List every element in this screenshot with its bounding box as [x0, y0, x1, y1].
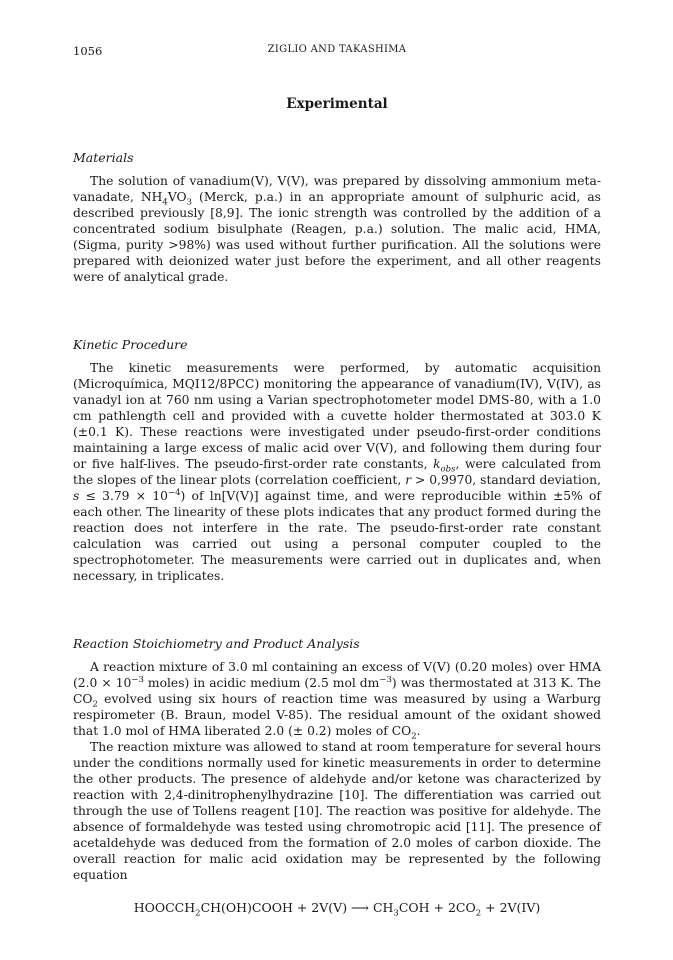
paragraph-materials: The solution of vanadium(V), V(V), was prepared by dissolving ammonium meta-vanadate, $NH_4VO_3$ (Merck, p.a.) in an appropriate amount of sulphuric acid, as described previously [8,9]. The ionic strength was controlled by the addition of a concentrated sodium bisulphate (Reagen, p.a.) solution. The malic acid, HMA, (Sigma, purity >98%) was used without further purification. All the solutions were prepared with deionized water just before the experiment, and all other reagents were of analytical grade. — [73, 174, 601, 284]
running-head-authors: ZIGLIO AND TAKASHIMA — [267, 44, 407, 55]
paragraph-stoichiometry-1: A reaction mixture of 3.0 ml containing an excess of V(V) (0.20 moles) over HMA ($2.0 \times 10^{-3}$ moles) in acidic medium (2.5 mol $dm^{-3}$) was thermostated at 313 K. The $CO_2$ evolved using six hours of reaction time was measured by using a Warburg respirometer (B. Braun, model V-85). The residual amount of the oxidant showed that 1.0 mol of HMA liberated 2.0 (± 0.2) moles of $CO_2$. — [73, 660, 601, 742]
subsection-heading-stoichiometry: Reaction Stoichiometry and Product Analysis — [73, 636, 360, 651]
paragraph-kinetic-procedure: The kinetic measurements were performed, by automatic acquisition (Microquímica, MQI12/8PCC) monitoring the appearance of vanadium(IV), V(IV), as vanadyl ion at 760 nm using a Varian spectrophotometer model DMS-80, with a 1.0 cm pathlength cell and provided with a cuvette holder thermostated at 303.0 K (±0.1 K). These reactions were investigated under pseudo-first-order conditions maintaining a large excess of malic acid over V(V), and following them during four or five half-lives. The pseudo-first-order rate constants, $k_{obs}$, were calculated from the slopes of the linear plots (correlation coefficient, r > 0,9970, standard deviation, $s \le 3.79 \times 10^{-4}$) of ln[V(V)] against time, and were reproducible within ±5% of each other. The linearity of these plots indicates that any product formed during the reaction does not interfere in the rate. The pseudo-first-order rate constant calculation was carried out using a personal computer coupled to the spectrophotometer. The measurements were carried out in duplicates and, when necessary, in triplicates. — [73, 361, 601, 583]
subsection-heading-materials: Materials — [73, 150, 134, 165]
page-number: 1056 — [73, 44, 103, 58]
paragraph-stoichiometry-2: The reaction mixture was allowed to stand at room temperature for several hours under the conditions normally used for kinetic measurements in order to determine the other products. The presence of aldehyde and/or ketone was characterized by reaction with 2,4-dinitrophenylhydrazine [10]. The differentiation was carried out through the use of Tollens reagent [10]. The reaction was positive for aldehyde. The absence of formaldehyde was tested using chromotropic acid [11]. The presence of acetaldehyde was deduced from the formation of 2.0 moles of carbon dioxide. The overall reaction for malic acid oxidation may be represented by the following equation — [73, 740, 601, 882]
section-title: Experimental — [286, 96, 388, 112]
paper-page — [73, 44, 601, 919]
subsection-heading-kinetic-procedure: Kinetic Procedure — [73, 337, 188, 352]
reaction-equation: $HOOCCH_2CH(OH)COOH + 2V(V)$ ⟶ $CH_3COH + 2CO_2 + 2V(IV)$ — [133, 900, 541, 919]
running-head — [73, 44, 601, 60]
